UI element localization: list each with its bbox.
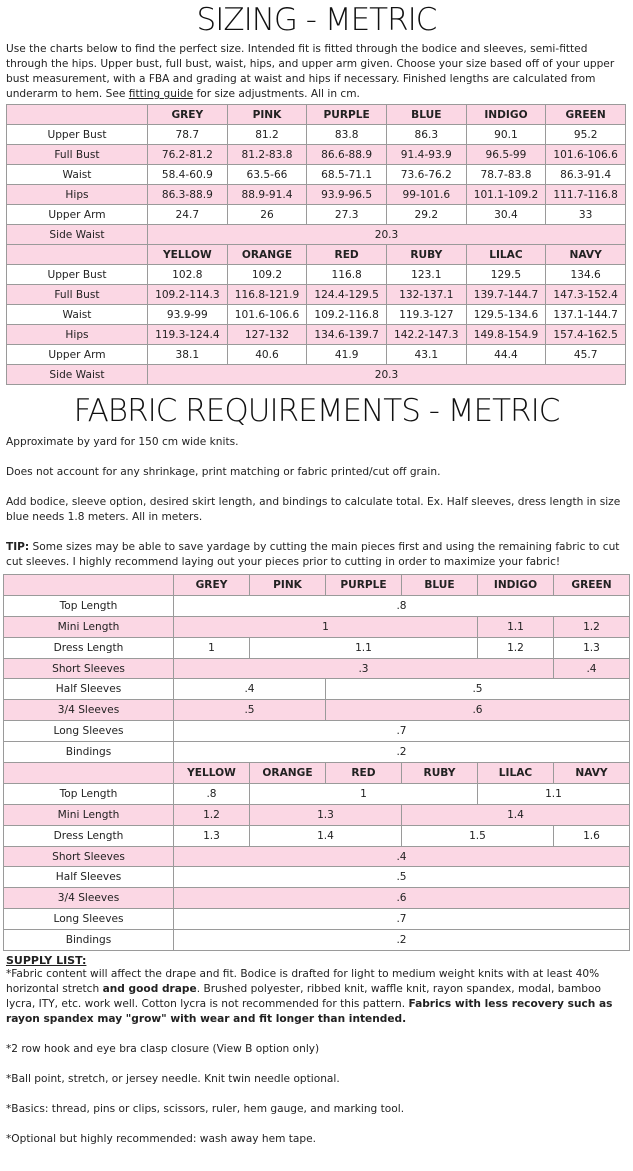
- size-header: NAVY: [554, 763, 630, 784]
- size-header: RUBY: [402, 763, 478, 784]
- cell: 83.8: [307, 125, 387, 145]
- cell: 109.2: [227, 265, 307, 285]
- cell: .2: [174, 742, 630, 763]
- cell: 76.2-81.2: [148, 145, 228, 165]
- cell: 109.2-114.3: [148, 285, 228, 305]
- sizing-intro-end: for size adjustments. All in cm.: [193, 88, 360, 100]
- fitting-guide-link[interactable]: fitting guide: [128, 88, 194, 100]
- cell: 1.2: [478, 637, 554, 658]
- row-label: Mini Length: [4, 616, 174, 637]
- size-header: RED: [307, 245, 387, 265]
- size-header: GREEN: [546, 105, 626, 125]
- table-row: [7, 185, 626, 205]
- cell: .5: [326, 679, 630, 700]
- cell: 1.2: [554, 616, 630, 637]
- cell: .8: [174, 595, 630, 616]
- table-row: [4, 637, 630, 658]
- fabric-note-2: Does not account for any shrinkage, print matching or fabric printed/cut off grain.: [6, 466, 441, 478]
- cell: 96.5-99: [466, 145, 546, 165]
- header-blank: [7, 105, 148, 125]
- table-row: [7, 145, 626, 165]
- row-label: Half Sleeves: [4, 679, 174, 700]
- table-row: [4, 658, 630, 679]
- cell: 26: [227, 205, 307, 225]
- cell: 142.2-147.3: [386, 325, 466, 345]
- table-row: [4, 888, 630, 909]
- row-label: Hips: [7, 325, 148, 345]
- cell: 129.5: [466, 265, 546, 285]
- table-row: [7, 285, 626, 305]
- cell: .7: [174, 909, 630, 930]
- cell: 63.5-66: [227, 165, 307, 185]
- cell: 1: [174, 616, 478, 637]
- size-header: NAVY: [546, 245, 626, 265]
- row-label: Long Sleeves: [4, 909, 174, 930]
- header-blank: [4, 763, 174, 784]
- cell: 20.3: [148, 225, 626, 245]
- row-label: Side Waist: [7, 225, 148, 245]
- tip-label: TIP:: [6, 541, 30, 553]
- cell: 86.3: [386, 125, 466, 145]
- fabric-tip: [0, 540, 633, 570]
- cell: 41.9: [307, 345, 387, 365]
- cell: 129.5-134.6: [466, 305, 546, 325]
- fabric-table: [3, 574, 630, 951]
- cell: 1: [250, 783, 478, 804]
- cell: 109.2-116.8: [307, 305, 387, 325]
- cell: 24.7: [148, 205, 228, 225]
- table-row: [7, 345, 626, 365]
- fabric-note-3: Add bodice, sleeve option, desired skirt length, and bindings to calculate total. Ex. Half sleeves, dress length in size blue needs 1.8 meters. All in meters.: [6, 496, 621, 523]
- cell: 137.1-144.7: [546, 305, 626, 325]
- row-label: Long Sleeves: [4, 721, 174, 742]
- cell: 91.4-93.9: [386, 145, 466, 165]
- size-header: GREY: [174, 575, 250, 596]
- row-label: 3/4 Sleeves: [4, 700, 174, 721]
- row-label: Upper Arm: [7, 205, 148, 225]
- cell: 116.8: [307, 265, 387, 285]
- sizing-intro: [0, 42, 633, 102]
- cell: .8: [174, 783, 250, 804]
- table-row: [4, 679, 630, 700]
- cell: 1.4: [402, 804, 630, 825]
- size-header: PINK: [250, 575, 326, 596]
- cell: 1.6: [554, 825, 630, 846]
- row-label: Upper Bust: [7, 265, 148, 285]
- cell: 29.2: [386, 205, 466, 225]
- table-row: [4, 742, 630, 763]
- cell: 119.3-127: [386, 305, 466, 325]
- cell: 149.8-154.9: [466, 325, 546, 345]
- cell: 157.4-162.5: [546, 325, 626, 345]
- cell: 1.3: [250, 804, 402, 825]
- size-header: GREY: [148, 105, 228, 125]
- table-row: [7, 305, 626, 325]
- cell: 1.4: [250, 825, 402, 846]
- cell: 93.9-96.5: [307, 185, 387, 205]
- supply-text-bold: Fabrics with less recovery such as rayon spandex may "grow" with wear and fit longer than intended.: [6, 998, 613, 1026]
- cell: .3: [174, 658, 554, 679]
- table-row: [7, 265, 626, 285]
- cell: 101.6-106.6: [546, 145, 626, 165]
- size-header: INDIGO: [466, 105, 546, 125]
- cell: 88.9-91.4: [227, 185, 307, 205]
- table-row: [7, 325, 626, 345]
- cell: 1.2: [174, 804, 250, 825]
- row-label: Hips: [7, 185, 148, 205]
- row-label: Short Sleeves: [4, 846, 174, 867]
- cell: .2: [174, 930, 630, 951]
- cell: 20.3: [148, 365, 626, 385]
- row-label: Side Waist: [7, 365, 148, 385]
- fabric-note-1: Approximate by yard for 150 cm wide knits.: [6, 436, 239, 448]
- size-header: ORANGE: [250, 763, 326, 784]
- table-row: [4, 846, 630, 867]
- sizing-header-row-1: [7, 105, 626, 125]
- row-label: Upper Bust: [7, 125, 148, 145]
- cell: 1.3: [174, 825, 250, 846]
- cell: 86.3-88.9: [148, 185, 228, 205]
- cell: 81.2: [227, 125, 307, 145]
- table-row: [4, 909, 630, 930]
- row-label: Waist: [7, 165, 148, 185]
- cell: 101.6-106.6: [227, 305, 307, 325]
- cell: 116.8-121.9: [227, 285, 307, 305]
- cell: 86.3-91.4: [546, 165, 626, 185]
- row-label: Dress Length: [4, 637, 174, 658]
- size-header: RED: [326, 763, 402, 784]
- table-row: [4, 783, 630, 804]
- row-label: Bindings: [4, 742, 174, 763]
- cell: .5: [174, 867, 630, 888]
- supply-item-basics: *Basics: thread, pins or clips, scissors, ruler, hem gauge, and marking tool.: [6, 1103, 405, 1116]
- sizing-table: [6, 104, 626, 385]
- cell: 119.3-124.4: [148, 325, 228, 345]
- row-label: Full Bust: [7, 285, 148, 305]
- table-row: [7, 165, 626, 185]
- sizing-intro-text: Use the charts below to find the perfect size. Intended fit is fitted through the bodice and sleeves, semi-fitted through the hips. Upper bust, full bust, waist, hips, and upper arm given. Choose your size based off of your upper bust measurement, with a FBA and grading at waist and hips if necessary. Finished lengths are calculated from underarm to hem. See: [6, 43, 615, 100]
- cell: 132-137.1: [386, 285, 466, 305]
- row-label: Waist: [7, 305, 148, 325]
- cell: 38.1: [148, 345, 228, 365]
- cell: 73.6-76.2: [386, 165, 466, 185]
- cell: 27.3: [307, 205, 387, 225]
- cell: .4: [174, 679, 326, 700]
- size-header: PINK: [227, 105, 307, 125]
- fabric-title: FABRIC REQUIREMENTS - METRIC: [73, 393, 560, 429]
- fabric-header-row-1: [4, 575, 630, 596]
- size-header: YELLOW: [148, 245, 228, 265]
- cell: 45.7: [546, 345, 626, 365]
- cell: .7: [174, 721, 630, 742]
- cell: 1.1: [478, 783, 630, 804]
- cell: 43.1: [386, 345, 466, 365]
- size-header: BLUE: [402, 575, 478, 596]
- cell: 1.5: [402, 825, 554, 846]
- cell: .6: [326, 700, 630, 721]
- supply-text-bold: and good drape: [102, 983, 197, 996]
- row-label: Dress Length: [4, 825, 174, 846]
- cell: 30.4: [466, 205, 546, 225]
- cell: 93.9-99: [148, 305, 228, 325]
- sizing-header-row-2: [7, 245, 626, 265]
- size-header: RUBY: [386, 245, 466, 265]
- table-row: [4, 930, 630, 951]
- table-row: [7, 205, 626, 225]
- size-header: PURPLE: [326, 575, 402, 596]
- size-header: LILAC: [466, 245, 546, 265]
- supply-item-fabric: [0, 967, 633, 1027]
- cell: .4: [554, 658, 630, 679]
- cell: 147.3-152.4: [546, 285, 626, 305]
- sizing-title: SIZING - METRIC: [196, 2, 437, 38]
- cell: 124.4-129.5: [307, 285, 387, 305]
- size-header: BLUE: [386, 105, 466, 125]
- cell: 40.6: [227, 345, 307, 365]
- size-header: LILAC: [478, 763, 554, 784]
- tip-text: Some sizes may be able to save yardage by cutting the main pieces first and using the remaining fabric to cut cut sleeves. I highly recommend laying out your pieces prior to cutting in order to maximize your fabric!: [6, 541, 620, 568]
- row-label: Short Sleeves: [4, 658, 174, 679]
- size-header: INDIGO: [478, 575, 554, 596]
- cell: 123.1: [386, 265, 466, 285]
- table-row: [4, 867, 630, 888]
- table-row: [7, 225, 626, 245]
- supply-list-title: SUPPLY LIST:: [6, 954, 87, 968]
- row-label: Bindings: [4, 930, 174, 951]
- table-row: [4, 616, 630, 637]
- size-header: YELLOW: [174, 763, 250, 784]
- supply-item-clasp: *2 row hook and eye bra clasp closure (View B option only): [6, 1043, 320, 1056]
- cell: 78.7: [148, 125, 228, 145]
- table-row: [4, 721, 630, 742]
- cell: 33: [546, 205, 626, 225]
- supply-item-needle: *Ball point, stretch, or jersey needle. Knit twin needle optional.: [6, 1073, 340, 1086]
- cell: 58.4-60.9: [148, 165, 228, 185]
- table-row: [7, 365, 626, 385]
- cell: 78.7-83.8: [466, 165, 546, 185]
- row-label: Top Length: [4, 783, 174, 804]
- cell: 139.7-144.7: [466, 285, 546, 305]
- header-blank: [4, 575, 174, 596]
- size-header: PURPLE: [307, 105, 387, 125]
- fabric-header-row-2: [4, 763, 630, 784]
- row-label: Mini Length: [4, 804, 174, 825]
- row-label: Top Length: [4, 595, 174, 616]
- row-label: Upper Arm: [7, 345, 148, 365]
- table-row: [4, 825, 630, 846]
- cell: 1.3: [554, 637, 630, 658]
- cell: 127-132: [227, 325, 307, 345]
- size-header: ORANGE: [227, 245, 307, 265]
- cell: 99-101.6: [386, 185, 466, 205]
- cell: 1: [174, 637, 250, 658]
- table-row: [4, 595, 630, 616]
- cell: 68.5-71.1: [307, 165, 387, 185]
- cell: 134.6-139.7: [307, 325, 387, 345]
- cell: .4: [174, 846, 630, 867]
- supply-text: . Brushed polyester, ribbed knit, waffle knit, rayon spandex, modal, bamboo lycra, ITY, etc. work well. Cotton lycra is not recommended for this pattern.: [6, 983, 601, 1011]
- size-header: GREEN: [554, 575, 630, 596]
- cell: 81.2-83.8: [227, 145, 307, 165]
- table-row: [4, 700, 630, 721]
- cell: 102.8: [148, 265, 228, 285]
- cell: 90.1: [466, 125, 546, 145]
- row-label: Full Bust: [7, 145, 148, 165]
- cell: 1.1: [250, 637, 478, 658]
- cell: 101.1-109.2: [466, 185, 546, 205]
- cell: 134.6: [546, 265, 626, 285]
- row-label: 3/4 Sleeves: [4, 888, 174, 909]
- table-row: [4, 804, 630, 825]
- cell: 1.1: [478, 616, 554, 637]
- row-label: Half Sleeves: [4, 867, 174, 888]
- cell: .5: [174, 700, 326, 721]
- header-blank: [7, 245, 148, 265]
- cell: 86.6-88.9: [307, 145, 387, 165]
- supply-text: *Fabric content will affect the drape and fit. Bodice is drafted for light to medium weight knits with at least 40% horizontal stretch: [6, 968, 600, 996]
- cell: 95.2: [546, 125, 626, 145]
- table-row: [7, 125, 626, 145]
- cell: .6: [174, 888, 630, 909]
- cell: 44.4: [466, 345, 546, 365]
- supply-item-tape: *Optional but highly recommended: wash away hem tape.: [6, 1133, 317, 1146]
- cell: 111.7-116.8: [546, 185, 626, 205]
